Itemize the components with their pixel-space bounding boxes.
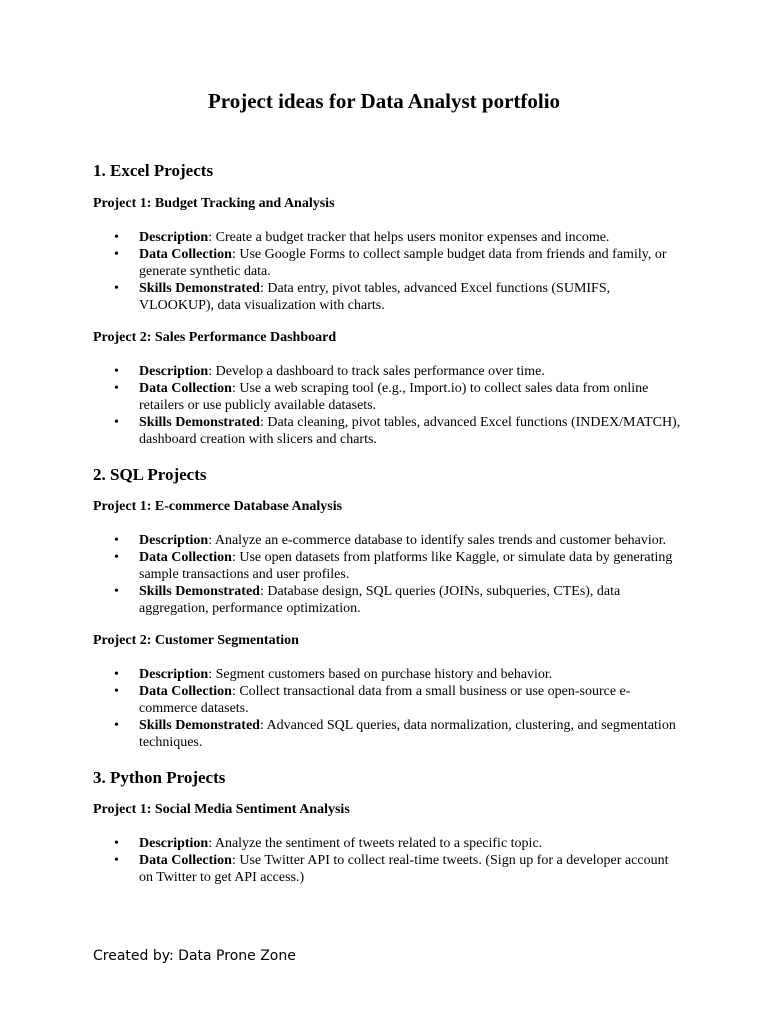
project-details-list [93,835,683,886]
list-item [93,683,683,717]
item-label: Description [139,230,209,245]
project-details-list [93,532,683,617]
list-item [93,380,683,414]
item-text: : Create a budget tracker that helps users monitor expenses and income. [208,230,610,245]
item-text: : Data entry, pivot tables, advanced Excel functions (SUMIFS, VLOOKUP), data visualization with charts. [139,281,611,313]
item-text: : Use a web scraping tool (e.g., Import.io) to collect sales data from online retailers or use publicly available datasets. [139,381,649,413]
item-label: Data Collection [139,853,232,868]
list-item [93,363,683,380]
list-item [93,549,683,583]
list-item [93,532,683,549]
item-label: Skills Demonstrated [139,584,260,599]
project-title: Project 1: Social Media Sentiment Analysis [93,802,350,817]
item-label: Skills Demonstrated [139,281,260,296]
item-text: : Collect transactional data from a small business or use open-source e-commerce datasets. [139,684,631,716]
project-details-list [93,229,683,314]
page-footer: Created by: Data Prone Zone [93,948,296,964]
section-excel [93,160,683,448]
item-label: Data Collection [139,684,232,699]
document-page [93,88,683,886]
item-label: Description [139,533,209,548]
item-text: : Advanced SQL queries, data normalization, clustering, and segmentation techniques. [139,718,676,750]
item-label: Data Collection [139,381,232,396]
list-item [93,280,683,314]
list-item [93,414,683,448]
list-item [93,852,683,886]
list-item [93,666,683,683]
item-label: Skills Demonstrated [139,415,260,430]
item-label: Description [139,364,209,379]
item-text: : Use Google Forms to collect sample budget data from friends and family, or generate synthetic data. [139,247,667,279]
list-item [93,246,683,280]
project-title: Project 1: Budget Tracking and Analysis [93,196,335,211]
item-text: : Analyze the sentiment of tweets related to a specific topic. [208,836,543,851]
project-details-list [93,363,683,448]
item-label: Data Collection [139,550,232,565]
item-text: : Use open datasets from platforms like Kaggle, or simulate data by generating sample transactions and user profiles. [139,550,673,582]
section-heading: 3. Python Projects [93,768,226,787]
list-item [93,835,683,852]
item-label: Description [139,667,209,682]
section-heading: 1. Excel Projects [93,161,214,180]
item-text: : Data cleaning, pivot tables, advanced Excel functions (INDEX/MATCH), dashboard creation with slicers and charts. [139,415,681,447]
list-item [93,717,683,751]
section-sql [93,464,683,751]
item-text: : Analyze an e-commerce database to identify sales trends and customer behavior. [208,533,667,548]
list-item [93,583,683,617]
item-text: : Use Twitter API to collect real-time tweets. (Sign up for a developer account on Twitter to get API access.) [139,853,669,885]
list-item [93,229,683,246]
section-python [93,767,683,886]
item-label: Skills Demonstrated [139,718,260,733]
item-text: : Database design, SQL queries (JOINs, subqueries, CTEs), data aggregation, performance optimization. [139,584,621,616]
item-label: Data Collection [139,247,232,262]
item-label: Description [139,836,209,851]
project-details-list [93,666,683,751]
item-text: : Segment customers based on purchase history and behavior. [208,667,553,682]
item-text: : Develop a dashboard to track sales performance over time. [208,364,545,379]
section-heading: 2. SQL Projects [93,465,207,484]
project-title: Project 1: E-commerce Database Analysis [93,499,343,514]
project-title: Project 2: Customer Segmentation [93,633,299,648]
page-title: Project ideas for Data Analyst portfolio [207,89,561,113]
project-title: Project 2: Sales Performance Dashboard [93,330,337,345]
